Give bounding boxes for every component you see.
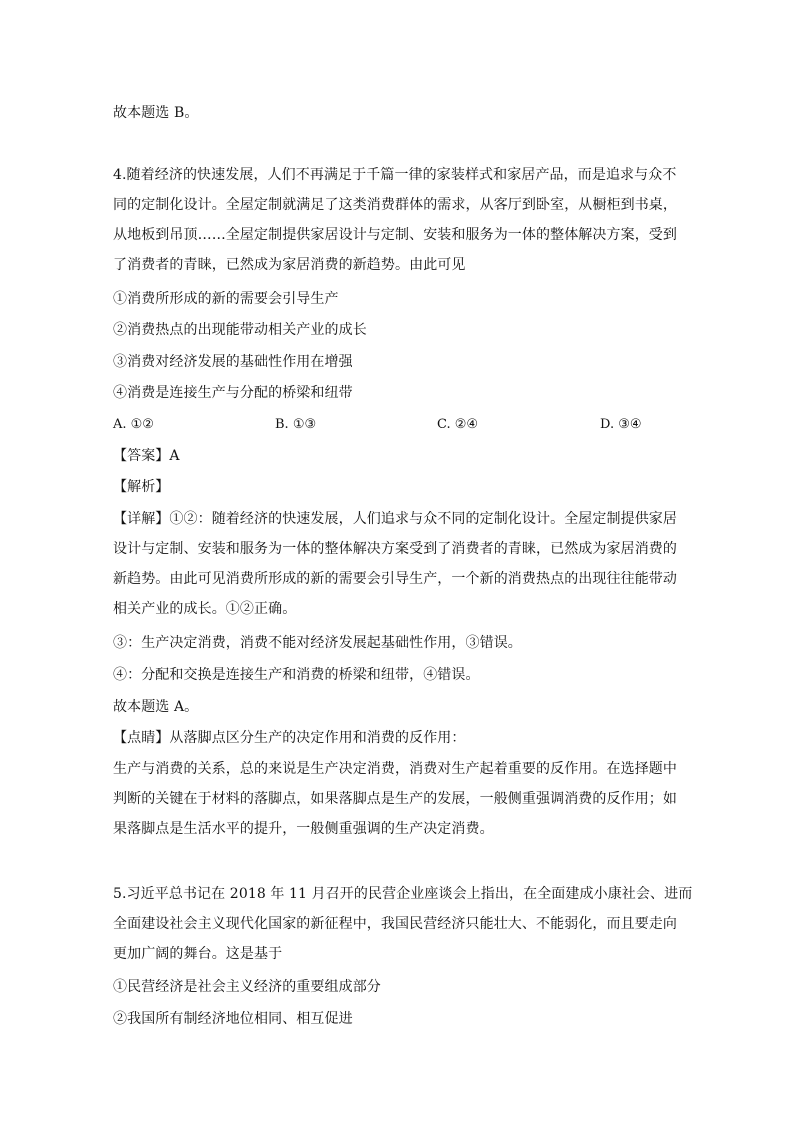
q4-answer: 【答案】A [113,448,180,464]
q4-tip-heading: 【点睛】从落脚点区分生产的决定作用和消费的反作用： [113,730,466,746]
q4-conclusion: 故本题选 A。 [113,699,199,715]
q5-stem-line-3: 更加广阔的舞台。这是基于 [113,946,283,962]
q4-detail-line-3: 新趋势。由此可见消费所形成的新的需要会引导生产，一个新的消费热点的出现往往能带动 [113,571,677,587]
q4-option-c: C. ②④ [437,417,479,432]
q4-statement-1: ①消费所形成的新的需要会引导生产 [113,291,339,307]
q4-stem-line-2: 同的定制化设计。全屋定制就满足了这类消费群体的需求，从客厅到卧室，从橱柜到书桌， [113,197,677,213]
q4-note-3: ③：生产决定消费，消费不能对经济发展起基础性作用，③错误。 [113,635,522,651]
q4-statement-2: ②消费热点的出现能带动相关产业的成长 [113,322,367,338]
q4-detail-line-4: 相关产业的成长。①②正确。 [113,601,297,617]
q4-statement-3: ③消费对经济发展的基础性作用在增强 [113,354,353,370]
q4-stem-line-4: 了消费者的青睐，已然成为家居消费的新趋势。由此可见 [113,257,466,273]
q4-statement-4: ④消费是连接生产与分配的桥梁和纽带 [113,385,353,401]
q4-option-d: D. ③④ [600,417,642,432]
q5-stem-line-1: 5.习近平总书记在 2018 年 11 月召开的民营企业座谈会上指出，在全面建成小康社会、进而 [113,886,693,902]
q4-detail-line-2: 设计与定制、安装和服务为一体的整体解决方案受到了消费者的青睐，已然成为家居消费的 [113,541,677,557]
q5-statement-2: ②我国所有制经济地位相同、相互促进 [113,1011,353,1027]
q5-statement-1: ①民营经济是社会主义经济的重要组成部分 [113,979,381,995]
q4-stem-line-1: 4.随着经济的快速发展，人们不再满足于千篇一律的家装样式和家居产品，而是追求与众不 [113,167,677,183]
q5-stem-line-2: 全面建设社会主义现代化国家的新征程中，我国民营经济只能壮大、不能弱化，而且要走向 [113,916,677,932]
q4-detail-line-1: 【详解】①②：随着经济的快速发展，人们追求与众不同的定制化设计。全屋定制提供家居 [113,511,677,527]
q4-analysis-heading: 【解析】 [113,479,170,495]
q4-tip-line-3: 果落脚点是生活水平的提升，一般侧重强调的生产决定消费。 [113,821,494,837]
q4-tip-line-1: 生产与消费的关系，总的来说是生产决定消费，消费对生产起着重要的反作用。在选择题中 [113,761,677,777]
q4-note-4: ④：分配和交换是连接生产和消费的桥梁和纽带，④错误。 [113,667,480,683]
q4-tip-line-2: 判断的关键在于材料的落脚点，如果落脚点是生产的发展，一般侧重强调消费的反作用；如 [113,791,677,807]
q3-conclusion: 故本题选 B。 [113,105,199,121]
q4-option-a: A. ①② [113,417,154,432]
q4-option-b: B. ①③ [275,417,317,432]
q4-stem-line-3: 从地板到吊顶……全屋定制提供家居设计与定制、安装和服务为一体的整体解决方案，受到 [113,227,677,243]
